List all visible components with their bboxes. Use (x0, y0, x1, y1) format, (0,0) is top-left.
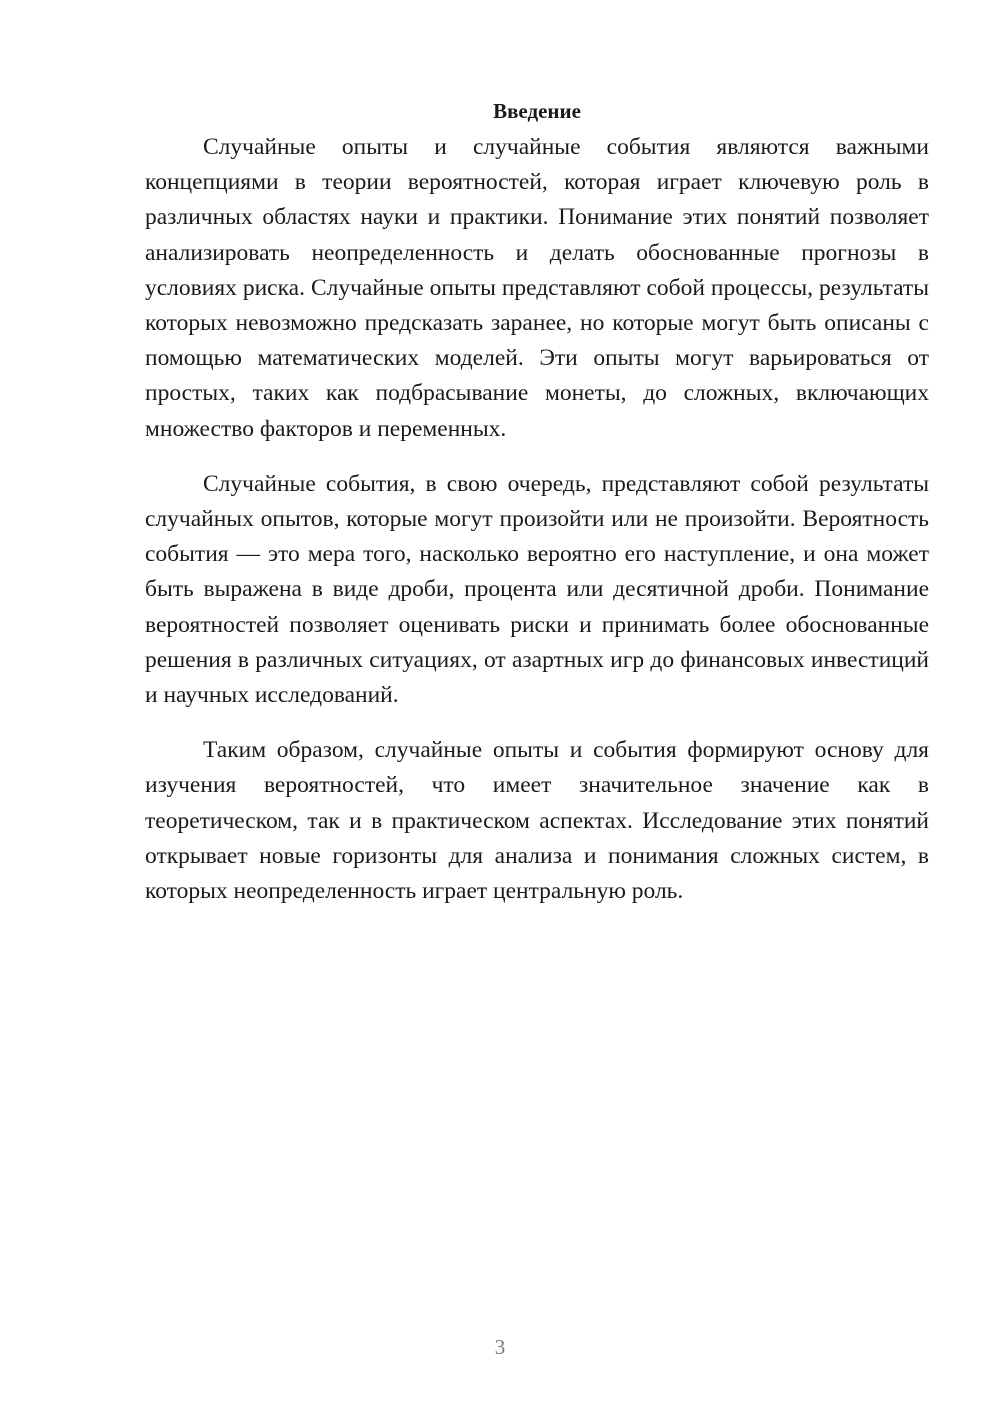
paragraph-1: Случайные опыты и случайные события являются важными концепциями в теории вероятностей, которая играет ключевую роль в различных областях науки и практики. Понимание этих понятий позволяет анализировать неопределенность и делать обоснованные прогнозы в условиях риска. Случайные опыты представляют собой процессы, результаты которых невозможно предсказать заранее, но которые могут быть описаны с помощью математических моделей. Эти опыты могут варьироваться от простых, таких как подбрасывание монеты, до сложных, включающих множество факторов и переменных. (145, 134, 929, 442)
paragraph-3: Таким образом, случайные опыты и события формируют основу для изучения вероятностей, что имеет значительное значение как в теоретическом, так и в практическом аспектах. Исследование этих понятий открывает новые горизонты для анализа и понимания сложных систем, в которых неопределенность играет центральную роль. (145, 737, 929, 905)
paragraph-2: Случайные события, в свою очередь, представляют собой результаты случайных опытов, которые могут произойти или не произойти. Вероятность события — это мера того, насколько вероятно его наступление, и она может быть выражена в виде дроби, процента или десятичной дроби. Понимание вероятностей позволяет оценивать риски и принимать более обоснованные решения в различных ситуациях, от азартных игр до финансовых инвестиций и научных исследований. (145, 470, 929, 709)
page-content (145, 96, 929, 909)
page-number: 3 (494, 1335, 506, 1359)
section-title: Введение (493, 99, 581, 123)
